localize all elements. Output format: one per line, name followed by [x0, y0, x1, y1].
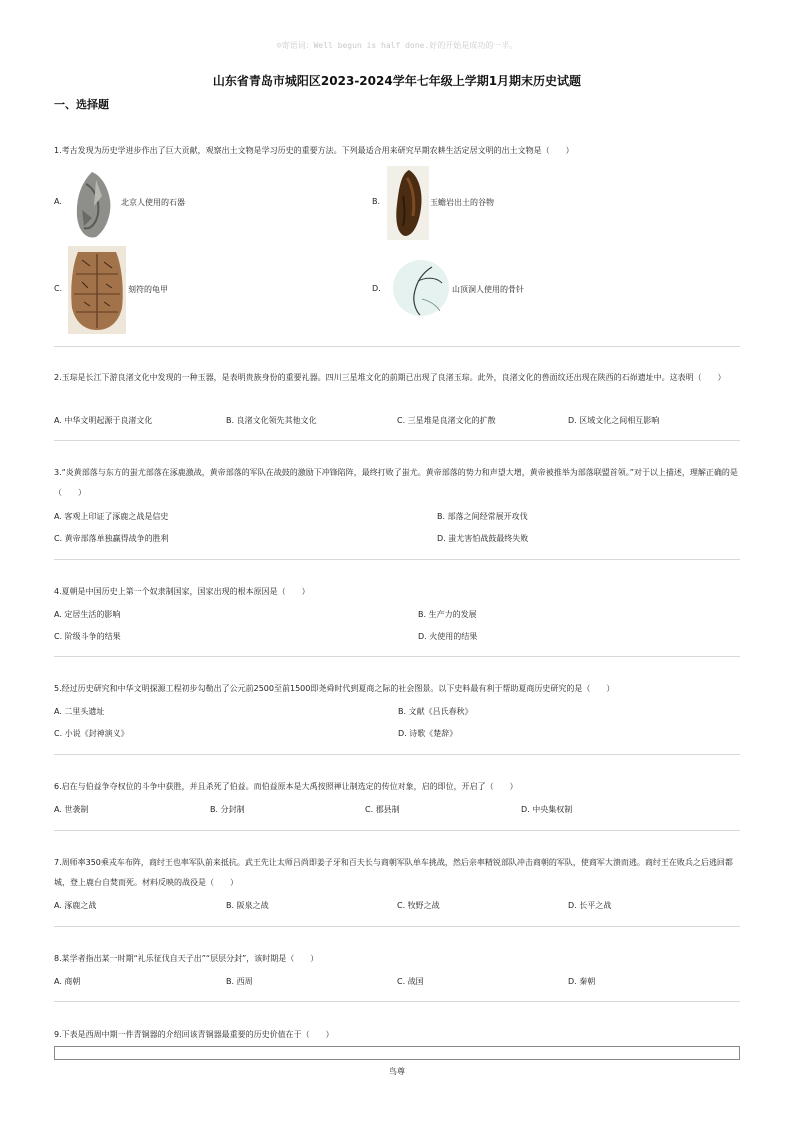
- q6-option-a[interactable]: A. 世袭制: [54, 805, 89, 814]
- question-2-stem: 2.玉琮是长江下游良渚文化中发现的一种玉器，是表明贵族身份的重要礼器。四川三星堆文化的前期已出现了良渚玉琮。此外，良渚文化的兽面纹还出现在陕西的石峁遗址中。这表明（ ）: [54, 373, 726, 382]
- q8-option-a[interactable]: A. 商朝: [54, 977, 81, 986]
- q1-option-c-letter[interactable]: C.: [54, 284, 63, 293]
- question-1-stem: 1.考古发现为历史学进步作出了巨大贡献，观察出土文物是学习历史的重要方法。下列最适合用来研究早期农耕生活定居文明的出土文物是（ ）: [54, 146, 574, 155]
- q1-option-a-text: 北京人使用的石器: [121, 198, 185, 207]
- q4-option-d[interactable]: D. 火使用的结果: [418, 632, 478, 641]
- q5-option-c[interactable]: C. 小说《封神演义》: [54, 729, 129, 738]
- q6-option-d[interactable]: D. 中央集权制: [521, 805, 573, 814]
- q8-option-d[interactable]: D. 秦朝: [568, 977, 596, 986]
- question-9-stem: 9.下表是西周中期一件青铜器的介绍回该青铜器最重要的历史价值在于（ ）: [54, 1030, 334, 1039]
- q4-option-a[interactable]: A. 定居生活的影响: [54, 610, 121, 619]
- header-note: ☺寄语词：Well begun is half done.好的开始是成功的一半。: [276, 41, 518, 50]
- divider: [54, 926, 740, 927]
- q7-option-a[interactable]: A. 涿鹿之战: [54, 901, 97, 910]
- tortoise-shell-image: [68, 246, 126, 334]
- q6-option-c[interactable]: C. 郡县制: [365, 805, 400, 814]
- q5-option-d[interactable]: D. 诗歌《楚辞》: [398, 729, 458, 738]
- question-3-stem: 3.“炎黄部落与东方的蚩尤部落在涿鹿激战，黄帝部落的军队在战鼓的激励下冲锋陷阵，最终打败了蚩尤。黄帝部落的势力和声望大增，黄帝被推举为部落联盟首领。”对于以上描述，理解正确的是（ ）: [54, 468, 738, 497]
- divider: [54, 440, 740, 441]
- grain-image: [387, 166, 429, 240]
- divider: [54, 656, 740, 657]
- q1-option-b-letter[interactable]: B.: [372, 197, 381, 206]
- section-heading: 一、选择题: [54, 98, 109, 111]
- q2-option-c[interactable]: C. 三星堆是良渚文化的扩散: [397, 416, 496, 425]
- stone-tool-image: [72, 170, 116, 240]
- q2-option-d[interactable]: D. 区域文化之间相互影响: [568, 416, 660, 425]
- page-title: 山东省青岛市城阳区2023-2024学年七年级上学期1月期末历史试题: [212, 74, 582, 88]
- q4-option-c[interactable]: C. 阶级斗争的结果: [54, 632, 121, 641]
- divider: [54, 1001, 740, 1002]
- q2-option-a[interactable]: A. 中华文明起源于良渚文化: [54, 416, 153, 425]
- q3-option-a[interactable]: A. 客观上印证了涿鹿之战是信史: [54, 512, 169, 521]
- q3-option-b[interactable]: B. 部落之间经常展开攻伐: [437, 512, 528, 521]
- table-caption: 鸟尊: [389, 1067, 405, 1076]
- divider: [54, 346, 740, 347]
- info-table: [54, 1046, 740, 1060]
- q7-option-b[interactable]: B. 阪泉之战: [226, 901, 269, 910]
- q8-option-c[interactable]: C. 战国: [397, 977, 424, 986]
- q1-option-d-letter[interactable]: D.: [372, 284, 381, 293]
- q5-option-b[interactable]: B. 文献《吕氏春秋》: [398, 707, 473, 716]
- q4-option-b[interactable]: B. 生产力的发展: [418, 610, 477, 619]
- q3-option-d[interactable]: D. 蚩尤害怕战鼓最终失败: [437, 534, 529, 543]
- q7-option-c[interactable]: C. 牧野之战: [397, 901, 440, 910]
- q1-option-d-text: 山顶洞人使用的骨针: [452, 285, 524, 294]
- q7-option-d[interactable]: D. 长平之战: [568, 901, 612, 910]
- q3-option-c[interactable]: C. 黄帝部落单独赢得战争的胜利: [54, 534, 169, 543]
- question-8-stem: 8.某学者指出某一时期“礼乐征伐自天子出”“层层分封”，该时期是（ ）: [54, 954, 319, 963]
- q1-option-b-text: 玉蟾岩出土的谷物: [430, 198, 494, 207]
- question-6-stem: 6.启在与伯益争夺权位的斗争中获胜，并且杀死了伯益。而伯益原本是大禹按照禅让制选定的传位对象，启的即位，开启了（ ）: [54, 782, 518, 791]
- divider: [54, 830, 740, 831]
- divider: [54, 559, 740, 560]
- divider: [54, 754, 740, 755]
- question-5-stem: 5.经过历史研究和中华文明探源工程初步勾勒出了公元前2500至前1500即尧舜时代到夏商之际的社会图景。以下史料最有利于帮助夏商历史研究的是（ ）: [54, 684, 615, 693]
- q8-option-b[interactable]: B. 西周: [226, 977, 253, 986]
- q5-option-a[interactable]: A. 二里头遗址: [54, 707, 105, 716]
- q1-option-c-text: 刻符的龟甲: [128, 285, 168, 294]
- bone-needle-image: [392, 259, 450, 317]
- q6-option-b[interactable]: B. 分封制: [210, 805, 245, 814]
- q1-option-a-letter[interactable]: A.: [54, 197, 62, 206]
- question-4-stem: 4.夏朝是中国历史上第一个奴隶制国家，国家出现的根本原因是（ ）: [54, 587, 310, 596]
- q2-option-b[interactable]: B. 良渚文化领先其他文化: [226, 416, 317, 425]
- question-7-stem: 7.周师率350乘戎车布阵，商纣王也率军队前来抵抗。武王先让太师吕尚即姜子牙和百夫长与商朝军队单车挑战，然后亲率精锐部队冲击商朝的军队，使商军大溃而逃。商纣王在败兵之后逃回都城，登上鹿台自焚而死。材料反映的战役是（ ）: [54, 858, 733, 887]
